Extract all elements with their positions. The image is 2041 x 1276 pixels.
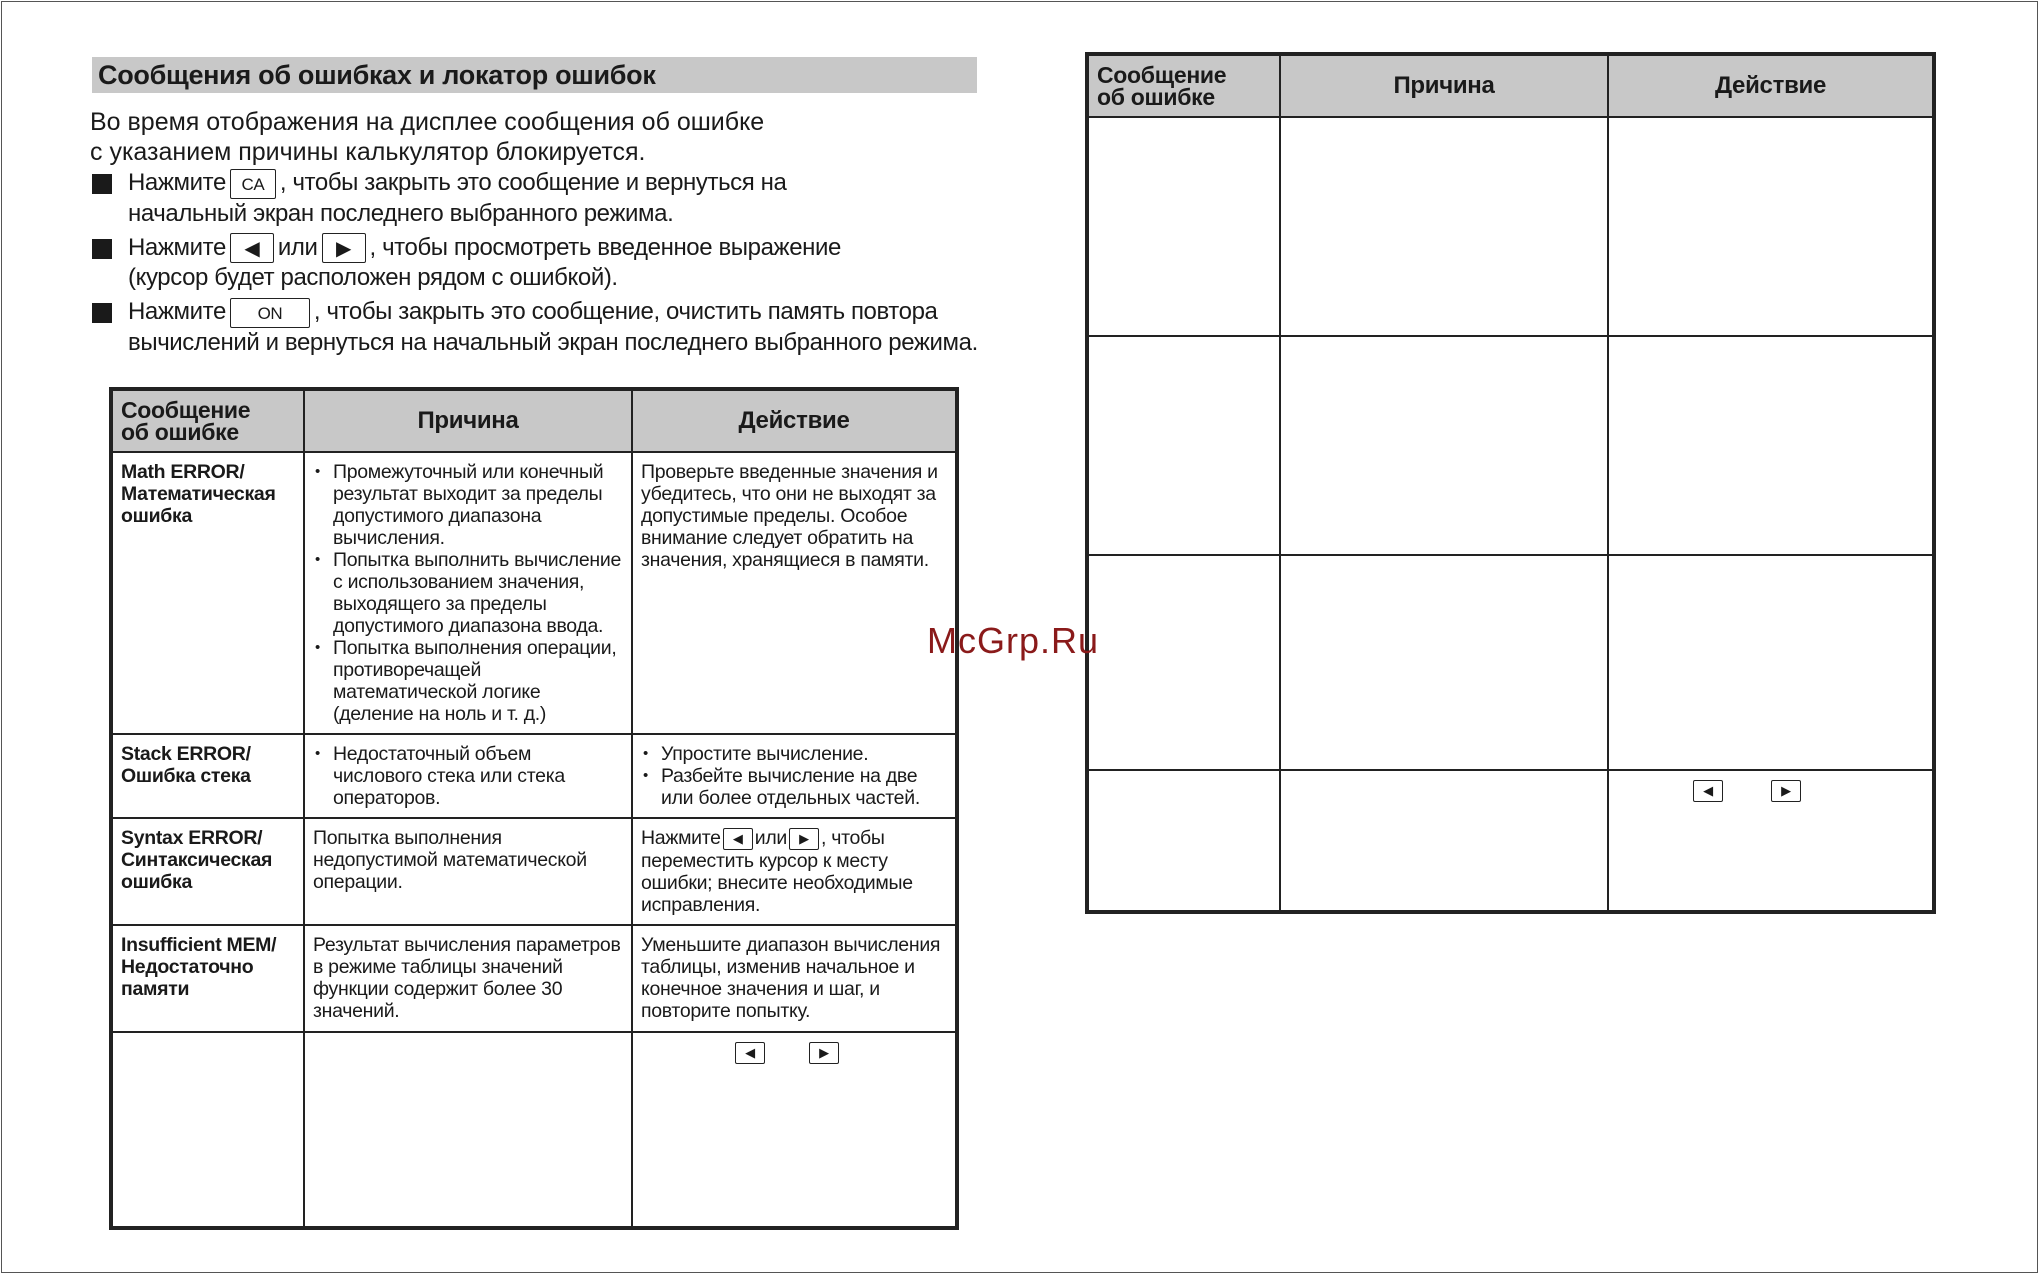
- table-row-empty: [1087, 117, 1934, 336]
- table-row: [111, 452, 957, 734]
- cause-item: • Попытка выполнения операции, противоречащей математической логике (деление на ноль и т. д.): [313, 637, 623, 725]
- empty-cell: [1087, 770, 1280, 912]
- arrow-keys-cell: [1608, 770, 1934, 912]
- empty-cell: [1280, 336, 1608, 555]
- empty-cell: [1608, 336, 1934, 555]
- table-row-empty: [1087, 555, 1934, 770]
- cause-item: • Попытка выполнить вычисление с использованием значения, выходящего за пределы допустимого диапазона ввода.: [313, 549, 623, 637]
- instruction-text: , чтобы закрыть это сообщение и вернуться на: [279, 169, 787, 196]
- right-arrow-key[interactable]: ▶: [1771, 780, 1801, 802]
- action-text: Нажмите: [641, 827, 721, 849]
- empty-cell: [111, 1032, 304, 1228]
- empty-cell: [1608, 117, 1934, 336]
- table-row-empty: [1087, 336, 1934, 555]
- instruction-text: (курсор будет расположен рядом с ошибкой).: [128, 264, 618, 292]
- empty-cell: [304, 1032, 632, 1228]
- error-name: Syntax ERROR/ Синтаксическая ошибка: [111, 818, 304, 925]
- action-item: • Упростите вычисление.: [641, 743, 947, 765]
- table-row: [111, 925, 957, 1032]
- table-row: [111, 734, 957, 818]
- empty-cell: [1280, 117, 1608, 336]
- empty-cell: [1087, 336, 1280, 555]
- action-item: • Разбейте вычисление на две или более отдельных частей.: [641, 765, 947, 809]
- header-message: Сообщение об ошибке: [1087, 54, 1280, 117]
- error-table-left: [109, 387, 959, 1230]
- error-cause: [304, 452, 632, 734]
- empty-cell: [1280, 770, 1608, 912]
- instruction-item-arrows: [92, 233, 992, 293]
- empty-cell: [1087, 117, 1280, 336]
- header-action: Действие: [632, 389, 957, 452]
- instruction-text: Нажмите: [128, 298, 226, 326]
- table-header-row: [111, 389, 957, 452]
- instruction-text: или: [277, 233, 318, 261]
- instruction-text: начальный экран последнего выбранного режима.: [128, 199, 674, 227]
- table-row-empty: [111, 1032, 957, 1228]
- cause-item: • Недостаточный объем числового стека или стека операторов.: [313, 743, 623, 809]
- error-name: Math ERROR/ Математическая ошибка: [111, 452, 304, 734]
- error-action: [632, 734, 957, 818]
- intro-text: Во время отображения на дисплее сообщения об ошибке с указанием причины калькулятор блокируется.: [90, 108, 765, 166]
- empty-cell: [1087, 555, 1280, 770]
- action-text: или: [754, 827, 787, 849]
- header-message: Сообщение об ошибке: [111, 389, 304, 452]
- instruction-text: , чтобы просмотреть введенное выражение: [369, 233, 841, 261]
- empty-cell: [1608, 555, 1934, 770]
- error-name: Stack ERROR/ Ошибка стека: [111, 734, 304, 818]
- table-row-empty: [1087, 770, 1934, 912]
- left-arrow-key[interactable]: ◀: [735, 1042, 765, 1064]
- instruction-list: [92, 168, 992, 362]
- error-cause: [304, 734, 632, 818]
- error-table-right: [1085, 52, 1936, 914]
- left-arrow-key[interactable]: ◀: [1693, 780, 1723, 802]
- action-text: , чтобы переместить курсор к месту ошибки; внесите необходимые исправления.: [641, 827, 913, 916]
- left-arrow-key[interactable]: ◀: [723, 828, 753, 850]
- instruction-item-ca: [92, 168, 992, 228]
- instruction-text: , чтобы закрыть это сообщение, очистить память повтора: [313, 298, 938, 326]
- instruction-text: Нажмите: [128, 169, 226, 196]
- ca-key[interactable]: CA: [230, 169, 276, 199]
- section-title: Сообщения об ошибках и локатор ошибок: [92, 57, 977, 93]
- square-bullet-icon: [92, 174, 112, 194]
- table-header-row: [1087, 54, 1934, 117]
- right-arrow-key[interactable]: ▶: [322, 233, 366, 263]
- right-arrow-key[interactable]: ▶: [809, 1042, 839, 1064]
- arrow-keys-cell: [632, 1032, 957, 1228]
- right-arrow-key[interactable]: ▶: [789, 828, 819, 850]
- error-action: Уменьшите диапазон вычисления таблицы, изменив начальное и конечное значения и шаг, и повторите попытку.: [632, 925, 957, 1032]
- square-bullet-icon: [92, 239, 112, 259]
- error-action: [632, 818, 957, 925]
- header-cause: Причина: [1280, 54, 1608, 117]
- error-name: Insufficient MEM/ Недостаточно памяти: [111, 925, 304, 1032]
- error-cause: Результат вычисления параметров в режиме таблицы значений функции содержит более 30 значений.: [304, 925, 632, 1032]
- watermark-text: McGrp.Ru: [927, 620, 1100, 661]
- header-cause: Причина: [304, 389, 632, 452]
- empty-cell: [1280, 555, 1608, 770]
- header-action: Действие: [1608, 54, 1934, 117]
- left-arrow-key[interactable]: ◀: [230, 233, 274, 263]
- instruction-item-on: [92, 297, 992, 357]
- error-cause: Попытка выполнения недопустимой математической операции.: [304, 818, 632, 925]
- on-key[interactable]: ON: [230, 298, 310, 328]
- error-action: Проверьте введенные значения и убедитесь, что они не выходят за допустимые пределы. Особое внимание следует обратить на значения, хранящиеся в памяти.: [632, 452, 957, 734]
- table-row: [111, 818, 957, 925]
- instruction-text: вычислений и вернуться на начальный экран последнего выбранного режима.: [128, 328, 978, 356]
- instruction-text: Нажмите: [128, 233, 226, 261]
- cause-item: • Промежуточный или конечный результат выходит за пределы допустимого диапазона вычисления.: [313, 461, 623, 549]
- square-bullet-icon: [92, 303, 112, 323]
